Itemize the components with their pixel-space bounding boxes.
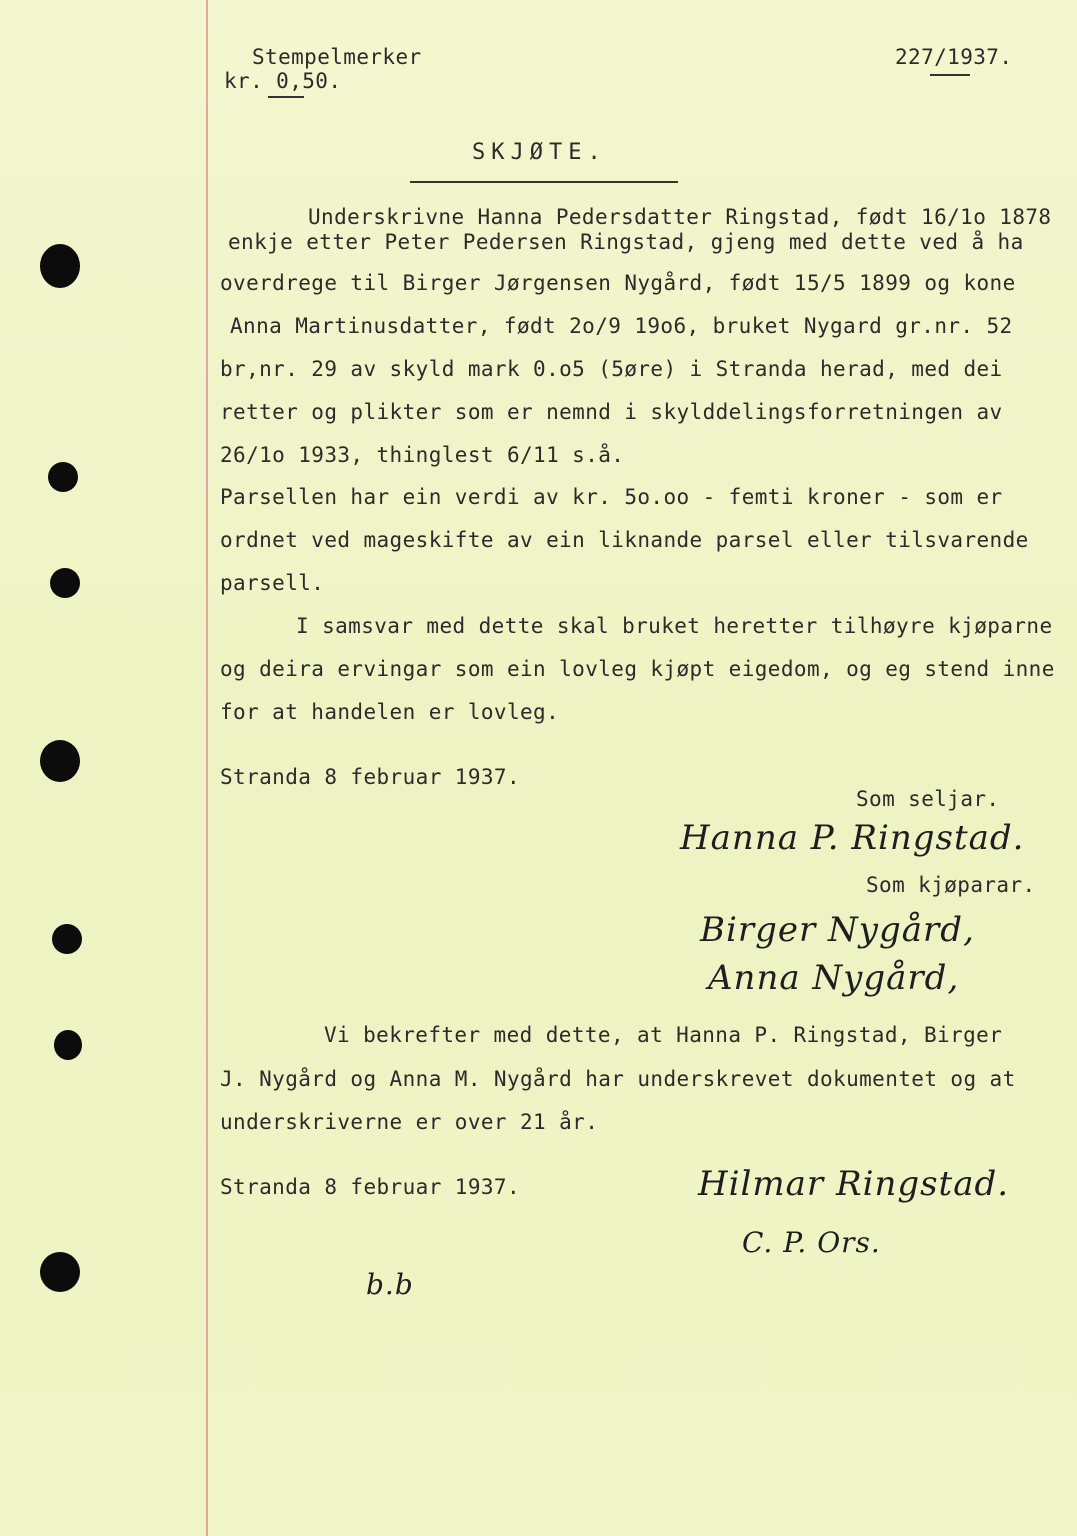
initials: b.b bbox=[366, 1268, 414, 1301]
body-line: retter og plikter som er nemnd i skylddelingsforretningen av bbox=[220, 400, 1003, 424]
punch-hole bbox=[40, 1252, 80, 1292]
body-line: overdrege til Birger Jørgensen Nygård, født 15/5 1899 og kone bbox=[220, 271, 1016, 295]
place-date: Stranda 8 februar 1937. bbox=[220, 765, 520, 789]
stamp-amount: kr. 0,50. bbox=[224, 69, 342, 93]
punch-hole bbox=[50, 568, 80, 598]
body-line: Anna Martinusdatter, født 2o/9 19o6, bruket Nygard gr.nr. 52 bbox=[230, 314, 1013, 338]
body-line: enkje etter Peter Pedersen Ringstad, gjeng med dette ved å ha bbox=[228, 230, 1024, 254]
body-line: for at handelen er lovleg. bbox=[220, 700, 560, 724]
body-line: br,nr. 29 av skyld mark 0.o5 (5øre) i Stranda herad, med dei bbox=[220, 357, 1003, 381]
document-title: SKJØTE. bbox=[472, 140, 607, 165]
witness-line: J. Nygård og Anna M. Nygård har underskrevet dokumentet og at bbox=[220, 1067, 1016, 1091]
punch-hole bbox=[40, 740, 80, 782]
buyer-signature: Birger Nygård, bbox=[700, 910, 975, 950]
stamp-label: Stempelmerker bbox=[252, 45, 422, 69]
witness-signature: C. P. Ors. bbox=[742, 1226, 881, 1259]
buyer-label: Som kjøparar. bbox=[866, 873, 1036, 897]
witness-signature: Hilmar Ringstad. bbox=[698, 1164, 1010, 1204]
witness-line: underskriverne er over 21 år. bbox=[220, 1110, 599, 1134]
punch-hole bbox=[40, 244, 80, 288]
body-line: og deira ervingar som ein lovleg kjøpt eigedom, og eg stend inne bbox=[220, 657, 1055, 681]
stamp-underline bbox=[268, 96, 304, 98]
body-line: ordnet ved mageskifte av ein liknande parsel eller tilsvarende bbox=[220, 528, 1029, 552]
body-line: parsell. bbox=[220, 571, 325, 595]
title-underline bbox=[410, 181, 678, 183]
body-line: Underskrivne Hanna Pedersdatter Ringstad, født 16/1o 1878 bbox=[308, 205, 1052, 229]
punch-hole bbox=[52, 924, 82, 954]
punch-hole bbox=[48, 462, 78, 492]
seller-label: Som seljar. bbox=[856, 787, 1000, 811]
seller-signature: Hanna P. Ringstad. bbox=[680, 818, 1025, 858]
witness-line: Vi bekrefter med dette, at Hanna P. Ringstad, Birger bbox=[324, 1023, 1003, 1047]
reference-underline bbox=[930, 74, 970, 76]
place-date: Stranda 8 februar 1937. bbox=[220, 1175, 520, 1199]
body-line: 26/1o 1933, thinglest 6/11 s.å. bbox=[220, 443, 625, 467]
buyer-signature: Anna Nygård, bbox=[708, 958, 960, 998]
reference-number: 227/1937. bbox=[895, 45, 1013, 69]
body-line: I samsvar med dette skal bruket heretter tilhøyre kjøparne bbox=[296, 614, 1053, 638]
margin-line bbox=[206, 0, 208, 1536]
body-line: Parsellen har ein verdi av kr. 5o.oo - femti kroner - som er bbox=[220, 485, 1003, 509]
punch-hole bbox=[54, 1030, 82, 1060]
